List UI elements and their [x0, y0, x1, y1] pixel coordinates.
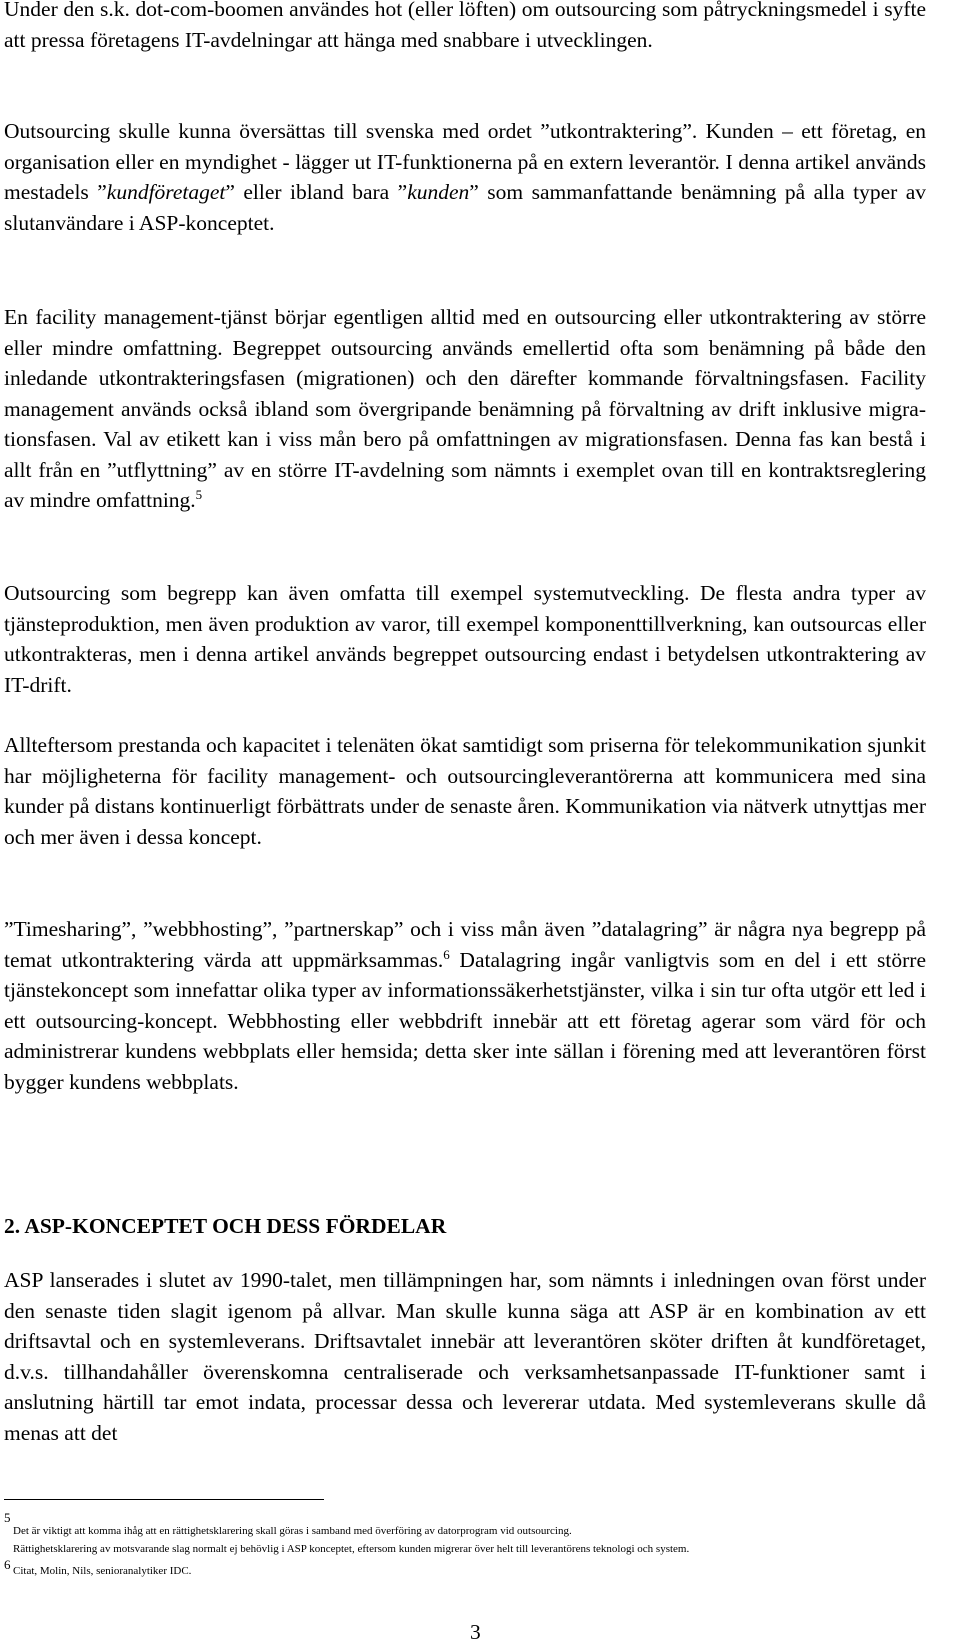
- paragraph-body: [4, 302, 926, 516]
- footnote-number: 5: [4, 1510, 11, 1525]
- emphasis-term: kundföretaget: [106, 180, 226, 204]
- text-run: Under den s.k. dot-com-boomen användes hot (eller löften) om outsourcing som påtryckningsmedel i syfte att pressa företagens IT-avdelningar att hänga med snabbare i utvecklingen.: [4, 0, 926, 52]
- paragraph-body: [4, 914, 926, 1097]
- footnote-ref: 5: [195, 486, 203, 502]
- page-number: 3: [470, 1620, 481, 1644]
- text-run: ”Timesharing”, ”webbhosting”, ”partnerskap” och i viss mån även ”datalagring” är några nya begrepp på temat utkontraktering värda att uppmärksammas.: [4, 917, 926, 972]
- text-run: ASP lanserades i slutet av 1990-talet, men tillämpningen har, som nämnts i inledningen ovan först under den senaste tiden slagit igenom på allvar. Man skulle kunna säga att ASP är en kombination av ett driftsavtal och en systemleverans. Driftsavtalet innebär att leverantören sköter driften åt kundföretaget, d.v.s. tillhandahåller överenskomna centraliserade och verksamhetsanpassade IT-funktioner samt i anslutning härtill tar emot indata, processar dessa och levererar utdata. Med systemleverans skulle då menas att det: [4, 1268, 926, 1445]
- paragraph-systemutveckling: [4, 578, 926, 700]
- footnote-text: Rättighetsklarering av motsvarande slag normalt ej behövlig i ASP konceptet, eftersom kunden migrerar över helt till leverantörens teknologi och system.: [13, 1543, 690, 1555]
- paragraph-body: [4, 0, 926, 55]
- emphasis-term: kunden: [407, 180, 470, 204]
- paragraph-nya-begrepp: [4, 914, 926, 1097]
- paragraph-dot-com-boom: [4, 0, 926, 55]
- text-run: Outsourcing som begrepp kan även omfatta till exempel systemutveckling. De flesta andra typer av tjänsteproduktion, men även produktion av varor, till exempel komponenttillverkning, kan outsourcas eller utkontrakteras, men i denna artikel används begreppet outsourcing endast i betydelsen utkontraktering av IT-drift.: [4, 581, 926, 697]
- footnote-text: Det är viktigt att komma ihåg att en rättighetsklarering skall göras i samband med överföring av datorprogram vid outsourcing.: [13, 1525, 572, 1537]
- text-run: Datalagring ingår vanligtvis som en del i ett större tjänstekoncept som innefattar olika typer av informationssäkerhetstjänster, vilka i sin tur ofta utgör ett led i ett outsourcing-koncept. Webbhosting eller webbdrift innebär att ett företag agerar som värd för och administrerar kundens webbplats eller hemsida; detta sker inte sällan i förening med att leverantören först bygger kundens webbplats.: [4, 947, 927, 1094]
- paragraph-outsourcing-definition: [4, 116, 926, 238]
- paragraph-body: [4, 578, 926, 700]
- section-heading: 2. ASP-KONCEPTET OCH DESS FÖRDELAR: [4, 1214, 447, 1238]
- footnote-ref: 6: [443, 946, 450, 962]
- text-run: Allteftersom prestanda och kapacitet i telenäten ökat samtidigt som priserna för telekommunikation sjunkit har möjligheterna för facility management- och outsourcingleverantörerna att kommunicera med sina kunder på distans kontinuerligt förbättrats under de senaste åren. Kommunikation via nätverk utnyttjas mer och mer även i dessa koncept.: [4, 733, 926, 849]
- paragraph-body: [4, 1265, 926, 1448]
- paragraph-body: [4, 730, 926, 852]
- text-run: ” som sammanfattande benämning på alla typer av slutanvändare i ASP-konceptet.: [4, 180, 927, 235]
- footnote-5: [4, 1510, 926, 1537]
- paragraph-facility-management: [4, 302, 926, 516]
- footnote-6: [4, 1535, 926, 1577]
- text-run: ” eller ibland bara ”: [225, 180, 408, 204]
- footnote-citation: Citat, Molin, Nils, senioranalytiker IDC.: [13, 1565, 192, 1577]
- paragraph-asp-lansering: [4, 1265, 926, 1448]
- text-run: Outsourcing skulle kunna översättas till svenska med ordet ”utkontraktering”. Kunden – ett företag, en organisation eller en myndighet - lägger ut IT-funktionerna på en extern leverantör. I denna artikel används mestadels ”: [4, 119, 926, 204]
- footnotes: [4, 1510, 926, 1577]
- paragraph-telenat: [4, 730, 926, 852]
- text-run: En facility management-tjänst börjar egentligen alltid med en outsourcing eller utkontraktering av större eller mindre omfattning. Begreppet outsourcing används emellertid ofta som benämning på både den inledande utkontrakteringsfasen (migrationen) och den därefter kommande förvaltningsfasen. Facility management används också ibland som övergripande benämning på förvaltning av drift inklusive migrationsfasen. Val av etikett kan i viss mån bero på omfattningen av migrationsfasen. Denna fas kan bestå i allt från en ”utflyttning” av en större IT-avdelning som nämnts i exemplet ovan till en kontraktsreglering av mindre omfattning.: [4, 305, 926, 512]
- footnote-divider: [4, 1499, 324, 1500]
- footnote-number: 6: [4, 1557, 11, 1572]
- paragraph-body: [4, 116, 926, 238]
